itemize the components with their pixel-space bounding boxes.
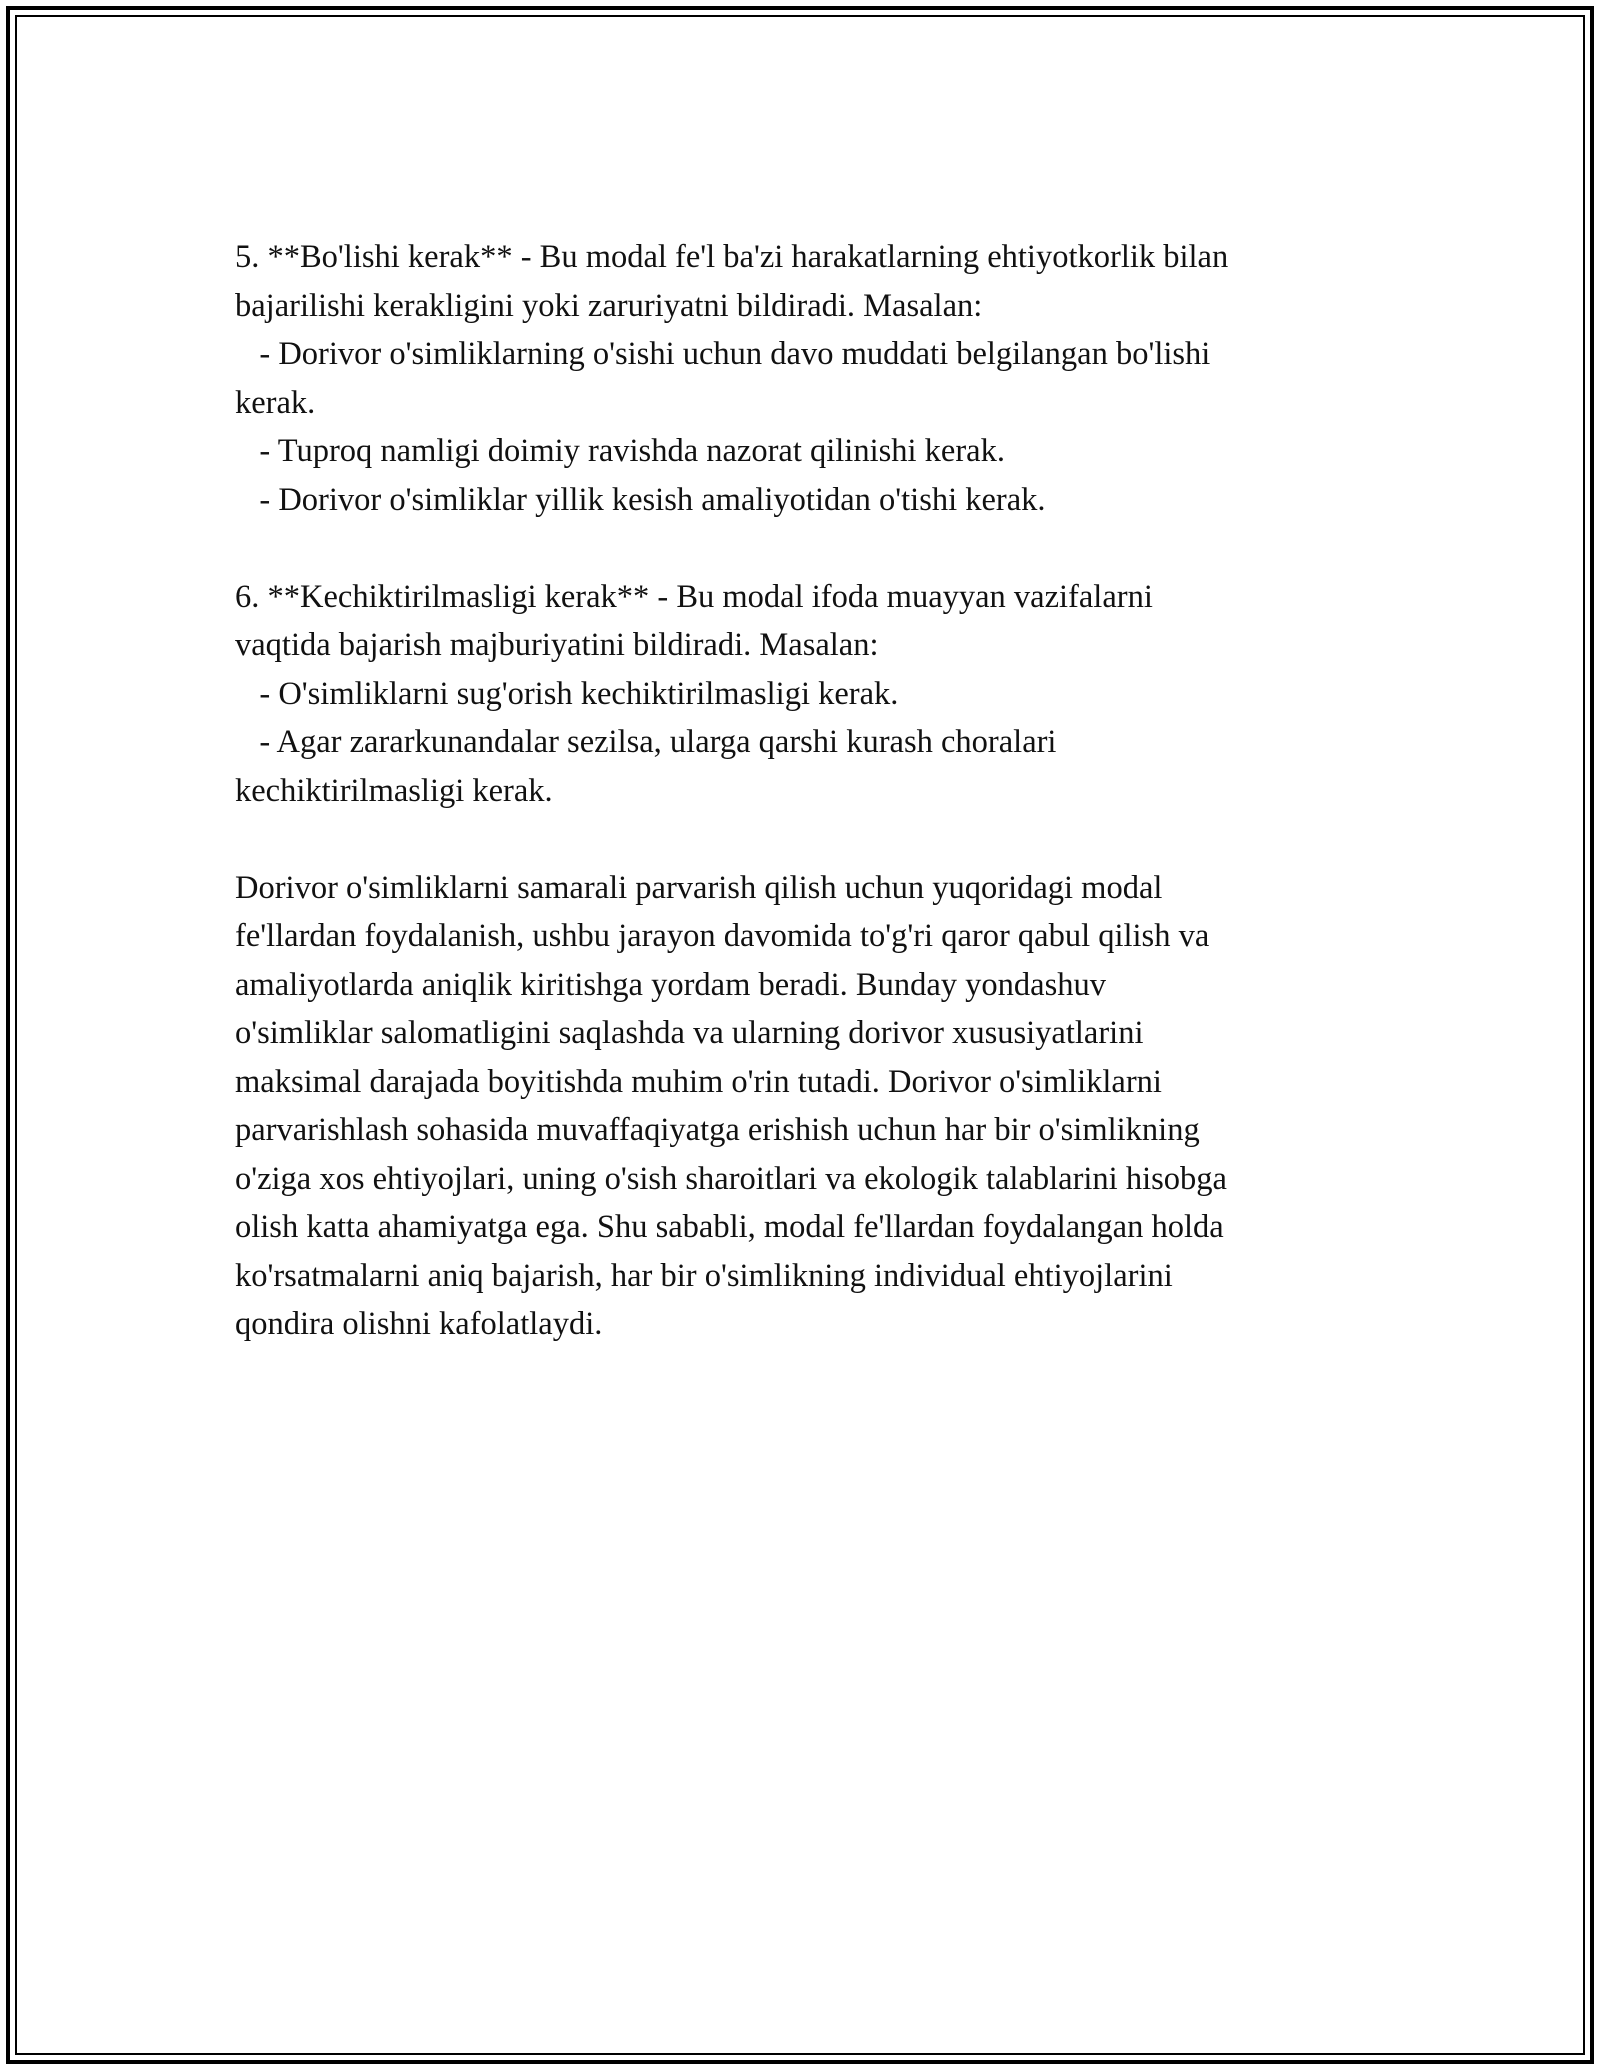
text-line: 6. **Kechiktirilmasligi kerak** - Bu modal ifoda muayyan vazifalarni xyxy=(235,578,1153,615)
paragraph-line: olish katta ahamiyatga ega. Shu sababli, modal fe'llardan foydalangan holda xyxy=(235,1209,1224,1245)
paragraph-line: amaliyotlarda aniqlik kiritishga yordam beradi. Bunday yondashuv xyxy=(235,966,1106,1003)
section-conclusion xyxy=(235,864,1385,1349)
text-line: kerak. xyxy=(235,384,316,421)
list-item: - Tuproq namligi doimiy ravishda nazorat qilinishi kerak. xyxy=(235,433,1005,469)
section-item-6 xyxy=(235,573,1385,816)
paragraph-line: o'ziga xos ehtiyojlari, uning o'sish sharoitlari va ekologik talablarini hisobga xyxy=(235,1160,1227,1197)
paragraph-line: fe'llardan foydalanish, ushbu jarayon davomida to'g'ri qaror qabul qilish va xyxy=(235,918,1210,954)
text-line: vaqtida bajarish majburiyatini bildiradi. Masalan: xyxy=(235,627,879,663)
paragraph-line: ko'rsatmalarni aniq bajarish, har bir o'simlikning individual ehtiyojlarini xyxy=(235,1257,1173,1294)
text-line: bajarilishi kerakligini yoki zaruriyatni bildiradi. Masalan: xyxy=(235,287,983,324)
paragraph-line: parvarishlash sohasida muvaffaqiyatga erishish uchun har bir o'simlikning xyxy=(235,1112,1200,1148)
document-body xyxy=(235,233,1385,1397)
paragraph-line: maksimal darajada boyitishda muhim o'rin tutadi. Dorivor o'simliklarni xyxy=(235,1063,1162,1100)
list-item: - Dorivor o'simliklar yillik kesish amaliyotidan o'tishi kerak. xyxy=(235,481,1046,518)
list-item: - Agar zararkunandalar sezilsa, ularga qarshi kurash choralari xyxy=(235,724,1057,760)
text-line: 5. **Bo'lishi kerak** - Bu modal fe'l ba'zi harakatlarning ehtiyotkorlik bilan xyxy=(235,239,1229,275)
list-item: - O'simliklarni sug'orish kechiktirilmasligi kerak. xyxy=(235,675,899,712)
text-line: kechiktirilmasligi kerak. xyxy=(235,772,553,809)
paragraph-line: Dorivor o'simliklarni samarali parvarish qilish uchun yuqoridagi modal xyxy=(235,869,1163,906)
section-item-5 xyxy=(235,233,1385,524)
list-item: - Dorivor o'simliklarning o'sishi uchun davo muddati belgilangan bo'lishi xyxy=(235,336,1211,372)
paragraph-line: o'simliklar salomatligini saqlashda va ularning dorivor xususiyatlarini xyxy=(235,1015,1144,1051)
paragraph-line: qondira olishni kafolatlaydi. xyxy=(235,1306,603,1342)
